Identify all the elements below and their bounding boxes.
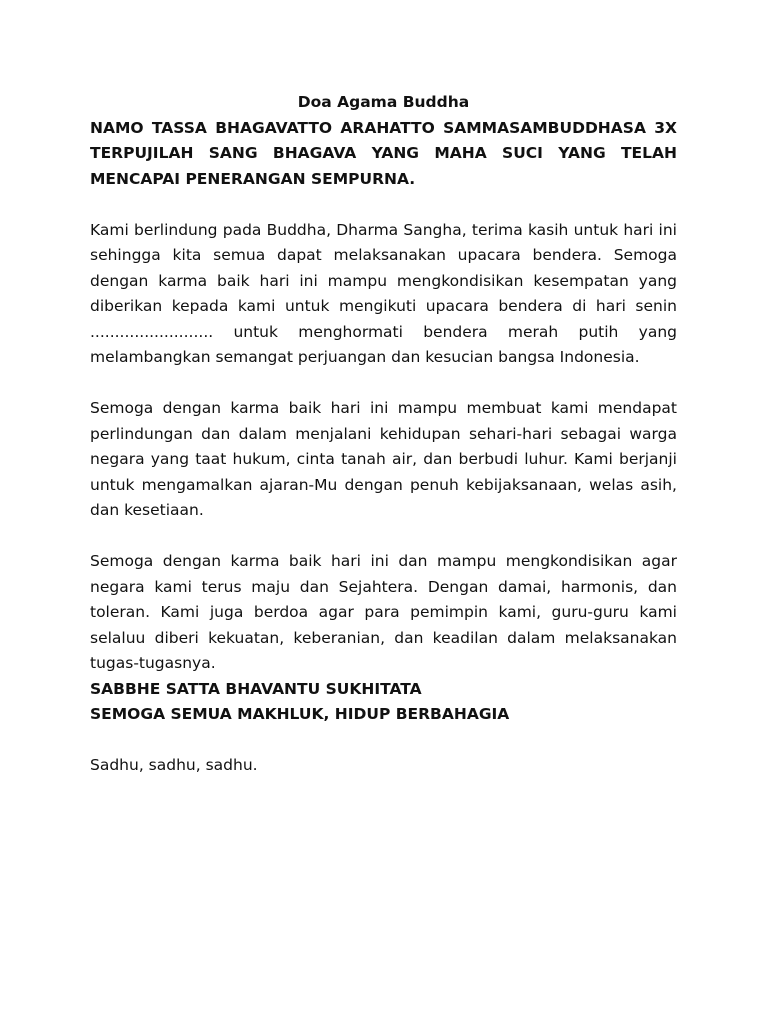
spacer (90, 524, 677, 550)
document-title: Doa Agama Buddha (297, 93, 470, 111)
closing-indonesian-line: SEMOGA SEMUA MAKHLUK, HIDUP BERBAHAGIA (90, 705, 510, 723)
paragraph-1: Kami berlindung pada Buddha, Dharma Sangha, terima kasih untuk hari ini sehingga kita semua dapat melaksanakan upacara bendera. Semoga dengan karma baik hari ini mampu mengkondisikan kesempatan yang diberikan kepada kami untuk mengikuti upacara bendera di hari senin ......................... untuk menghormati bendera merah putih yang melambangkan semangat perjuangan dan kesucian bangsa Indonesia. (90, 220, 677, 366)
opening-invocation: NAMO TASSA BHAGAVATTO ARAHATTO SAMMASAMBUDDHASA 3X TERPUJILAH SANG BHAGAVA YANG MAHA SUCI YANG TELAH MENCAPAI PENERANGAN SEMPURNA. (90, 118, 677, 188)
final-blessing: Sadhu, sadhu, sadhu. (90, 756, 258, 774)
spacer (90, 192, 677, 218)
closing-pali-line: SABBHE SATTA BHAVANTU SUKHITATA (90, 679, 422, 698)
paragraph-3: Semoga dengan karma baik hari ini dan mampu mengkondisikan agar negara kami terus maju dan Sejahtera. Dengan damai, harmonis, dan toleran. Kami juga berdoa agar para pemimpin kami, guru-guru kami selaluu diberi kekuatan, keberanian, dan keadilan dalam melaksanakan tugas-tugasnya. (90, 552, 677, 672)
spacer (90, 371, 677, 397)
spacer (90, 728, 677, 754)
document-page (90, 90, 677, 779)
paragraph-2: Semoga dengan karma baik hari ini mampu membuat kami mendapat perlindungan dan dalam menjalani kehidupan sehari-hari sebagai warga negara yang taat hukum, cinta tanah air, dan berbudi luhur. Kami berjanji untuk mengamalkan ajaran-Mu dengan penuh kebijaksanaan, welas asih, dan kesetiaan. (90, 399, 677, 519)
